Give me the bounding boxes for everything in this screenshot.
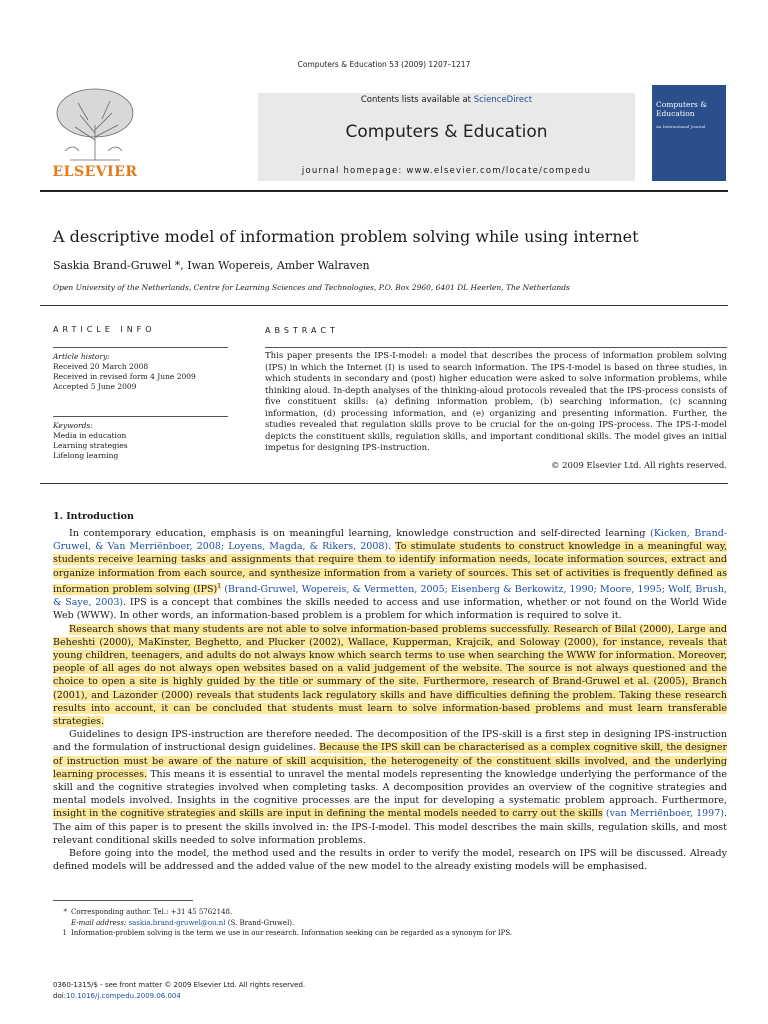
abstract-divider [265, 347, 727, 348]
footnote-1-text: Information-problem solving is the term we use in our research. Information seeking can be regarded as a synonym for IPS. [71, 929, 513, 937]
article-title: A descriptive model of information problem solving while using internet [53, 227, 639, 246]
journal-homepage[interactable]: journal homepage: www.elsevier.com/locate/compedu [301, 166, 592, 176]
email-link[interactable]: saskia.brand-gruwel@ou.nl [128, 918, 226, 927]
footnote-marker: * [63, 908, 67, 916]
doi-link[interactable]: 10.1016/j.compedu.2009.06.004 [66, 992, 181, 1000]
citation-link[interactable]: (Brand-Gruwel, Wopereis, & Vermetten, 2005; Eisenberg & Berkowitz, 1990; Moore, 1995; Wolf, Brush, & Saye, 2003) [53, 583, 727, 609]
history-label: Article history: [53, 352, 110, 361]
paragraph-1 [53, 527, 727, 623]
title-divider [40, 305, 728, 306]
abstract-heading: ABSTRACT [265, 326, 339, 335]
text-run: . [388, 541, 396, 553]
highlighted-text: Because the IPS skill can be characterised as a complex cognitive skill, the designer of instruction must be aware of the nature of skill acquisition, the heterogeneity of the constituent skills involved, and the underlying learning processes. [53, 742, 727, 780]
text-run: In contemporary education, emphasis is on meaningful learning, knowledge construction and self-directed learning [69, 528, 651, 539]
sciencedirect-link[interactable]: ScienceDirect [473, 95, 533, 105]
cover-subtitle: An International Journal [656, 124, 706, 129]
cover-title: Computers & Education [656, 100, 707, 118]
abstract-text: This paper presents the IPS-I-model: a model that describes the process of information problem solving (IPS) in which the Internet (I) is used to search information. The IPS-I-model is based on three studies, in which students in secondary and (post) higher education were asked to solve information problems, while thinking aloud. In-depth analyses of the thinking-aloud protocols revealed that the IPS-process consists of five constituent skills: (a) defining information problem, (b) searching information, (c) scanning information, (d) processing information, and (e) organizing and presenting information. Further, the studies revealed that regulation skills prove to be crucial for the on-going IPS-process. The IPS-I-model depicts the constituent skills, regulation skills, and important conditional skills. The model gives an initial impetus for designing IPS-instruction. [265, 351, 727, 453]
elsevier-wordmark: ELSEVIER [52, 164, 138, 180]
citation-link[interactable]: (van Merriënboer, 1997) [605, 808, 724, 820]
keyword: Learning strategies [53, 441, 128, 450]
email-label: E-mail address: [71, 918, 129, 927]
paragraph-2 [53, 623, 727, 729]
text-run: Before going into the model, the method used and the results in order to verify the model, research on IPS will be discussed. Already defined models will be addressed and the added value of the new model to the already existing models will be emphasised. [53, 848, 727, 873]
doi-prefix: doi: [53, 992, 67, 1000]
corr-text: Corresponding author. Tel.: +31 45 5762148. [71, 908, 233, 916]
journal-name: Computers & Education [345, 122, 548, 142]
footnote-divider [53, 900, 193, 901]
paragraph-4 [53, 847, 727, 873]
issn-line: 0360-1315/$ - see front matter © 2009 Elsevier Ltd. All rights reserved. [53, 981, 306, 989]
journal-reference: Computers & Education 53 (2009) 1207–1217 [297, 60, 471, 69]
footnotes [53, 907, 727, 939]
citation-link[interactable]: (Kicken, Brand-Gruwel, & Van Merriënboer, 2008; Loyens, Magda, & Rikers, 2008) [53, 528, 727, 553]
highlighted-text: insight in the cognitive strategies and skills are input in defining the mental models needed to carry out the skills [53, 808, 603, 820]
keywords-divider [53, 416, 228, 417]
keyword: Media in education [53, 431, 127, 440]
article-info-heading: ARTICLE INFO [53, 325, 156, 334]
article-authors: Saskia Brand-Gruwel *, Iwan Wopereis, Amber Walraven [53, 259, 370, 272]
text-run: . The aim of this paper is to present the skills involved in: the IPS-I-model. This model describes the main skills, regulation skills, and most relevant conditional skills needed to solve information problems. [53, 808, 727, 846]
publication-info [53, 980, 305, 1002]
history-entry: Accepted 5 June 2009 [53, 382, 137, 391]
email-suffix: (S. Brand-Gruwel). [225, 918, 295, 927]
article-keywords [53, 421, 233, 461]
highlighted-text: To stimulate students to construct knowledge in a meaningful way, students receive learning tasks and assignments that require them to identify information needs, locate information sources, extract and organize information from each source, and synthesize information from a variety of sources. This set of activities is frequently defined as information problem solving (IPS) [53, 541, 727, 595]
corresponding-author-note [53, 907, 727, 918]
history-entry: Received in revised form 4 June 2009 [53, 372, 196, 381]
article-history [53, 352, 233, 392]
doi-line [53, 991, 305, 1002]
paragraph-3 [53, 728, 727, 847]
author-affiliation: Open University of the Netherlands, Centre for Learning Sciences and Technologies, P.O. Box 2960, 6401 DL Heerlen, The Netherlands [53, 283, 570, 292]
article-body [53, 527, 727, 873]
header-divider [40, 190, 728, 192]
keywords-label: Keywords: [53, 421, 93, 430]
abstract-copyright: © 2009 Elsevier Ltd. All rights reserved. [550, 461, 727, 471]
contents-line [258, 95, 635, 105]
email-note [53, 918, 727, 929]
history-entry: Received 20 March 2008 [53, 362, 149, 371]
footnote-1 [53, 928, 727, 939]
abstract-end-divider [40, 483, 728, 484]
article-info-divider [53, 347, 228, 348]
footnote-marker: 1 [62, 929, 67, 937]
contents-prefix: Contents lists available at [360, 95, 474, 105]
section-heading: 1. Introduction [53, 511, 134, 522]
highlighted-text: 1 [217, 582, 222, 590]
keyword: Lifelong learning [53, 451, 119, 460]
text-run: Guidelines to design IPS-instruction are therefore needed. The decomposition of the IPS-skill is a first step in designing IPS-instruction and the formulation of instructional design guidelines. [53, 729, 727, 754]
highlighted-text: Research shows that many students are not able to solve information-based problems successfully. Research of Bilal (2000), Large and Beheshti (2000), MaKinster, Beghetto, and Plucker (2002), Wallace, Kupperman, Krajcik, and Soloway (2000), for instance, reveals that young children, teenagers, and adults do not always know which search terms to use when searching the WWW for information. Moreover, people of all ages do not always open websites based on a valid judgement of the website. The source is not always questioned and the choice to open a site is highly guided by the title or summary of the site. Furthermore, research of Brand-Gruwel et al. (2005), Branch (2001), and Lazonder (2000) reveals that students lack regulatory skills and have difficulties defining the problem. Taking these research results into account, it can be concluded that students must learn to solve information-based problems and must learn transferable strategies. [53, 623, 727, 727]
text-run: This means it is essential to unravel the mental models representing the knowledge underlying the performance of the skill and the cognitive strategies involved when completing tasks. A decomposition provides an overview of the cognitive strategies and mental models involved. Insights in the cognitive processes are the input for developing a systematic problem approach. Furthermore, [53, 768, 728, 807]
text-run: . IPS is a concept that combines the skills needed to access and use information, whether or not found on the World Wide Web (WWW). In other words, an information-based problem is a problem for which information is required to solve it. [53, 597, 727, 622]
